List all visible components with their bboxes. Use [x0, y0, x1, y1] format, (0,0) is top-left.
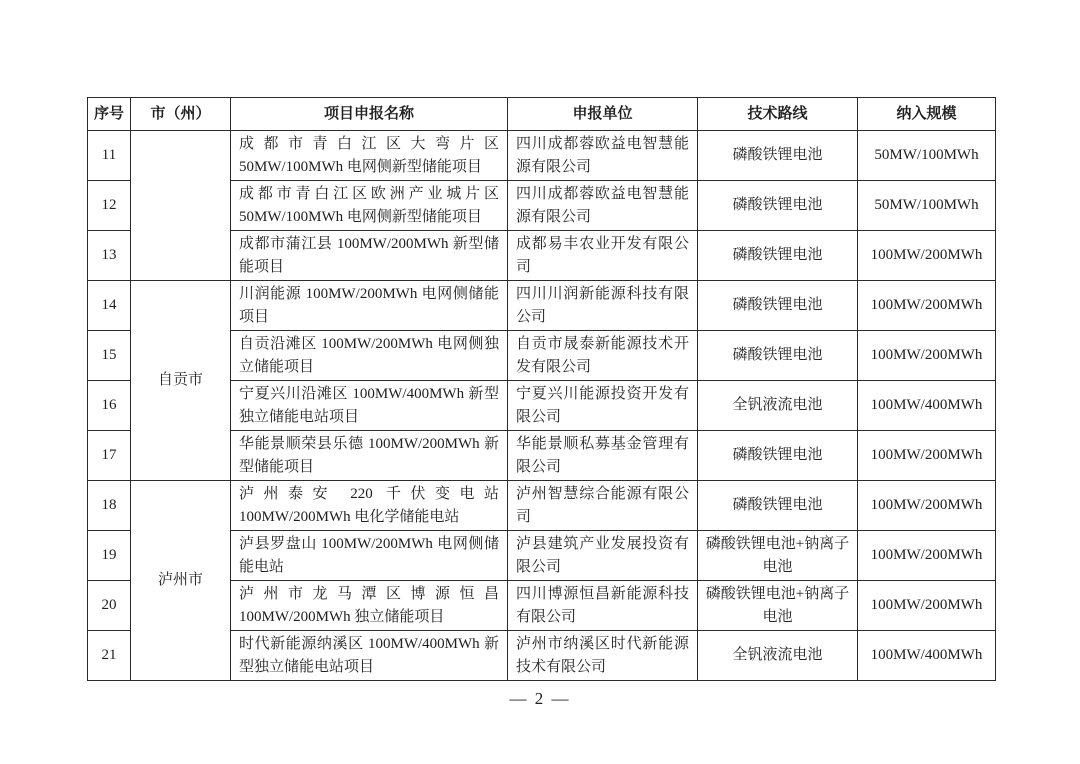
cell-technology-route: 磷酸铁锂电池 [698, 431, 858, 481]
header-technology-route: 技术路线 [698, 98, 858, 131]
cell-technology-route: 磷酸铁锂电池 [698, 181, 858, 231]
cell-city-group: 泸州市 [131, 481, 231, 681]
cell-included-scale: 100MW/200MWh [858, 231, 996, 281]
cell-included-scale: 50MW/100MWh [858, 131, 996, 181]
cell-applicant-unit: 宁夏兴川能源投资开发有限公司 [508, 381, 698, 431]
cell-included-scale: 100MW/200MWh [858, 431, 996, 481]
cell-included-scale: 100MW/200MWh [858, 581, 996, 631]
header-included-scale: 纳入规模 [858, 98, 996, 131]
header-applicant-unit: 申报单位 [508, 98, 698, 131]
cell-included-scale: 100MW/400MWh [858, 631, 996, 681]
cell-project-name: 泸州泰安 220 千伏变电站 100MW/200MWh 电化学储能电站 [231, 481, 508, 531]
cell-included-scale: 100MW/400MWh [858, 381, 996, 431]
cell-project-name: 成都市蒲江县 100MW/200MWh 新型储能项目 [231, 231, 508, 281]
cell-technology-route: 全钒液流电池 [698, 381, 858, 431]
cell-serial-number: 18 [88, 481, 131, 531]
cell-technology-route: 磷酸铁锂电池 [698, 131, 858, 181]
cell-project-name: 泸州市龙马潭区博源恒昌 100MW/200MWh 独立储能项目 [231, 581, 508, 631]
cell-serial-number: 19 [88, 531, 131, 581]
cell-serial-number: 12 [88, 181, 131, 231]
cell-project-name: 宁夏兴川沿滩区 100MW/400MWh 新型独立储能电站项目 [231, 381, 508, 431]
header-city: 市（州） [131, 98, 231, 131]
cell-included-scale: 50MW/100MWh [858, 181, 996, 231]
cell-technology-route: 全钒液流电池 [698, 631, 858, 681]
cell-technology-route: 磷酸铁锂电池+钠离子电池 [698, 531, 858, 581]
cell-project-name: 川润能源 100MW/200MWh 电网侧储能项目 [231, 281, 508, 331]
cell-technology-route: 磷酸铁锂电池 [698, 281, 858, 331]
cell-included-scale: 100MW/200MWh [858, 481, 996, 531]
cell-applicant-unit: 华能景顺私募基金管理有限公司 [508, 431, 698, 481]
cell-city-group: 自贡市 [131, 281, 231, 481]
cell-applicant-unit: 四川川润新能源科技有限公司 [508, 281, 698, 331]
cell-applicant-unit: 成都易丰农业开发有限公司 [508, 231, 698, 281]
cell-project-name: 华能景顺荣县乐德 100MW/200MWh 新型储能项目 [231, 431, 508, 481]
cell-applicant-unit: 泸县建筑产业发展投资有限公司 [508, 531, 698, 581]
cell-applicant-unit: 四川成都蓉欧益电智慧能源有限公司 [508, 181, 698, 231]
table-row [88, 131, 996, 181]
cell-applicant-unit: 泸州市纳溪区时代新能源技术有限公司 [508, 631, 698, 681]
table-row [88, 281, 996, 331]
cell-serial-number: 11 [88, 131, 131, 181]
cell-technology-route: 磷酸铁锂电池 [698, 231, 858, 281]
cell-serial-number: 15 [88, 331, 131, 381]
cell-city-group [131, 131, 231, 281]
cell-serial-number: 21 [88, 631, 131, 681]
cell-included-scale: 100MW/200MWh [858, 281, 996, 331]
cell-serial-number: 14 [88, 281, 131, 331]
cell-project-name: 时代新能源纳溪区 100MW/400MWh 新型独立储能电站项目 [231, 631, 508, 681]
cell-included-scale: 100MW/200MWh [858, 531, 996, 581]
cell-project-name: 成都市青白江区大弯片区 50MW/100MWh 电网侧新型储能项目 [231, 131, 508, 181]
cell-project-name: 泸县罗盘山 100MW/200MWh 电网侧储能电站 [231, 531, 508, 581]
cell-serial-number: 13 [88, 231, 131, 281]
cell-serial-number: 16 [88, 381, 131, 431]
project-table [87, 97, 996, 681]
cell-serial-number: 17 [88, 431, 131, 481]
cell-applicant-unit: 四川成都蓉欧益电智慧能源有限公司 [508, 131, 698, 181]
cell-applicant-unit: 泸州智慧综合能源有限公司 [508, 481, 698, 531]
header-project-name: 项目申报名称 [231, 98, 508, 131]
cell-project-name: 自贡沿滩区 100MW/200MWh 电网侧独立储能项目 [231, 331, 508, 381]
cell-applicant-unit: 四川博源恒昌新能源科技有限公司 [508, 581, 698, 631]
cell-technology-route: 磷酸铁锂电池 [698, 481, 858, 531]
table-row [88, 481, 996, 531]
table-header-row [88, 98, 996, 131]
cell-applicant-unit: 自贡市晟泰新能源技术开发有限公司 [508, 331, 698, 381]
header-serial-number: 序号 [88, 98, 131, 131]
page-number: — 2 — [509, 689, 571, 708]
cell-serial-number: 20 [88, 581, 131, 631]
cell-included-scale: 100MW/200MWh [858, 331, 996, 381]
cell-project-name: 成都市青白江区欧洲产业城片区 50MW/100MWh 电网侧新型储能项目 [231, 181, 508, 231]
cell-technology-route: 磷酸铁锂电池 [698, 331, 858, 381]
cell-technology-route: 磷酸铁锂电池+钠离子电池 [698, 581, 858, 631]
